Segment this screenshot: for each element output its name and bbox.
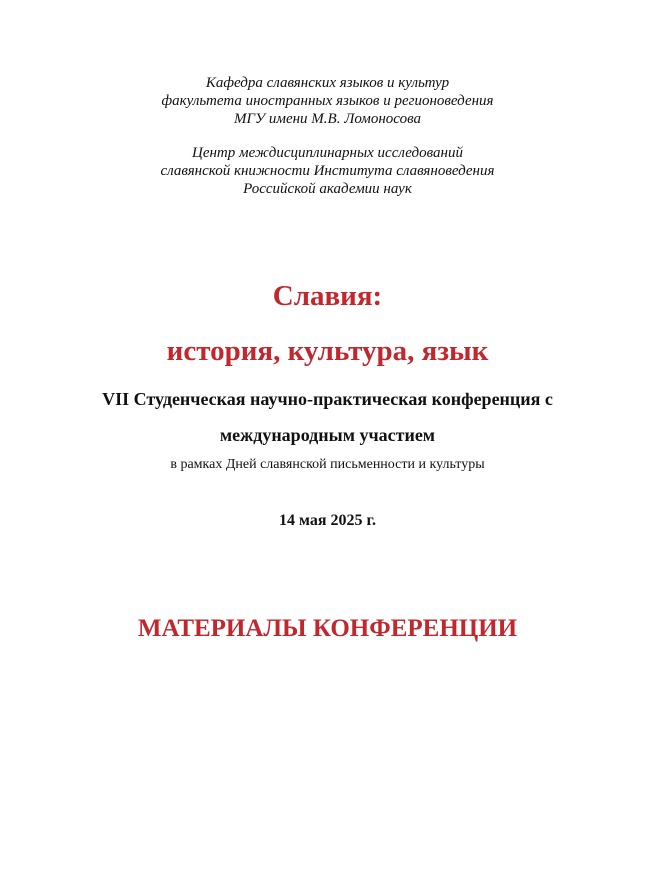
affiliation-block-department xyxy=(0,74,655,128)
affiliation-line: МГУ имени М.В. Ломоносова xyxy=(234,111,421,127)
conference-framework-note: в рамках Дней славянской письменности и культуры xyxy=(170,457,485,472)
affiliation-line: Центр междисциплинарных исследований xyxy=(191,145,463,161)
affiliation-line: Российской академии наук xyxy=(243,181,412,197)
main-title-line-2: история, культура, язык xyxy=(166,335,489,367)
conference-name-line-2: международным участием xyxy=(219,425,436,445)
conference-name-line-1: VII Студенческая научно-практическая конференция с xyxy=(102,389,553,409)
affiliation-line: факультета иностранных языков и регионоведения xyxy=(161,93,494,109)
affiliation-block-center xyxy=(0,144,655,198)
conference-date: 14 мая 2025 г. xyxy=(279,512,376,529)
materials-heading: МАТЕРИАЛЫ КОНФЕРЕНЦИИ xyxy=(137,615,518,642)
affiliation-line: Кафедра славянских языков и культур xyxy=(205,75,450,91)
affiliation-line: славянской книжности Института славяноведения xyxy=(160,163,495,179)
main-title-line-1: Славия: xyxy=(272,280,383,312)
